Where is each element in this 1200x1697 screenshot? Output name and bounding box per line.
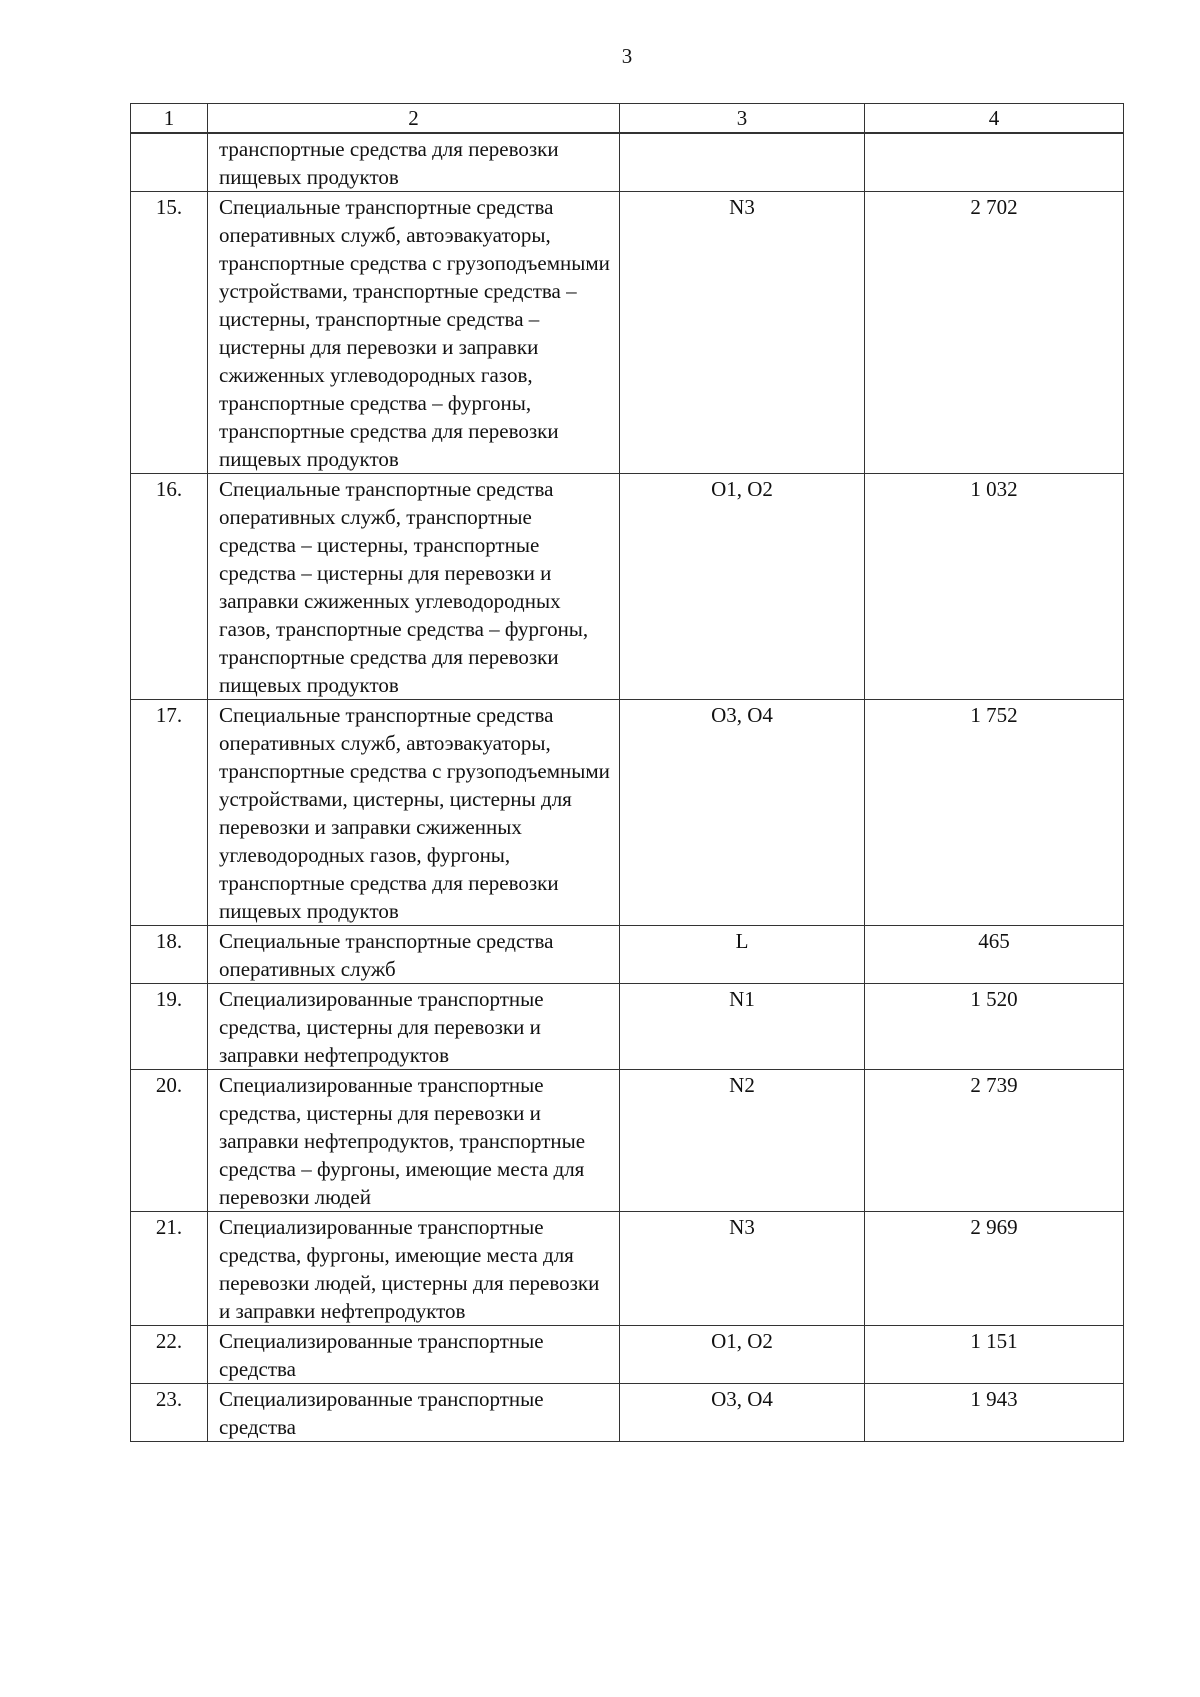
row-value: 2 969	[865, 1212, 1124, 1326]
row-number: 15.	[131, 192, 208, 474]
row-number: 18.	[131, 926, 208, 984]
table-row	[131, 1326, 1124, 1384]
row-number: 23.	[131, 1384, 208, 1442]
row-number: 19.	[131, 984, 208, 1070]
row-category: O3, O4	[620, 1384, 865, 1442]
row-description: Специализированные транспортные средства, цистерны для перевозки и заправки нефтепродуктов, транспортные средства – фургоны, имеющие места для перевозки людей	[208, 1070, 620, 1212]
table-row	[131, 1212, 1124, 1326]
row-category: N3	[620, 1212, 865, 1326]
row-description: транспортные средства для перевозки пищевых продуктов	[208, 133, 620, 192]
table-row	[131, 192, 1124, 474]
row-description: Специализированные транспортные средства, фургоны, имеющие места для перевозки людей, цистерны для перевозки и заправки нефтепродуктов	[208, 1212, 620, 1326]
row-category: O1, O2	[620, 1326, 865, 1384]
row-value: 2 739	[865, 1070, 1124, 1212]
table-row	[131, 700, 1124, 926]
row-description: Специальные транспортные средства оперативных служб, автоэвакуаторы, транспортные средства с грузоподъемными устройствами, транспортные средства – цистерны, транспортные средства – цистерны для перевозки и заправки сжиженных углеводородных газов, транспортные средства – фургоны, транспортные средства для перевозки пищевых продуктов	[208, 192, 620, 474]
row-number: 16.	[131, 474, 208, 700]
row-category: L	[620, 926, 865, 984]
row-value: 1 151	[865, 1326, 1124, 1384]
row-number: 22.	[131, 1326, 208, 1384]
table-row	[131, 1384, 1124, 1442]
row-value: 465	[865, 926, 1124, 984]
row-value: 2 702	[865, 192, 1124, 474]
row-category: N3	[620, 192, 865, 474]
row-category	[620, 133, 865, 192]
row-value: 1 943	[865, 1384, 1124, 1442]
row-value: 1 032	[865, 474, 1124, 700]
row-number: 21.	[131, 1212, 208, 1326]
row-value	[865, 133, 1124, 192]
row-description: Специальные транспортные средства оперативных служб, транспортные средства – цистерны, транспортные средства – цистерны для перевозки и заправки сжиженных углеводородных газов, транспортные средства – фургоны, транспортные средства для перевозки пищевых продуктов	[208, 474, 620, 700]
header-col-1: 1	[131, 104, 208, 134]
header-col-3: 3	[620, 104, 865, 134]
row-value: 1 752	[865, 700, 1124, 926]
row-description: Специализированные транспортные средства	[208, 1326, 620, 1384]
row-category: N2	[620, 1070, 865, 1212]
row-number: 20.	[131, 1070, 208, 1212]
row-category: O1, O2	[620, 474, 865, 700]
table-row	[131, 984, 1124, 1070]
row-category: O3, O4	[620, 700, 865, 926]
table-row	[131, 133, 1124, 192]
table-row	[131, 926, 1124, 984]
header-col-2: 2	[208, 104, 620, 134]
header-col-4: 4	[865, 104, 1124, 134]
row-description: Специальные транспортные средства оперативных служб, автоэвакуаторы, транспортные средства с грузоподъемными устройствами, цистерны, цистерны для перевозки и заправки сжиженных углеводородных газов, фургоны, транспортные средства для перевозки пищевых продуктов	[208, 700, 620, 926]
table-row	[131, 474, 1124, 700]
table-header-row	[131, 104, 1124, 134]
row-description: Специализированные транспортные средства	[208, 1384, 620, 1442]
row-number	[131, 133, 208, 192]
row-number: 17.	[131, 700, 208, 926]
vehicle-table	[130, 103, 1124, 1442]
page-number: 3	[621, 44, 633, 68]
row-category: N1	[620, 984, 865, 1070]
row-description: Специальные транспортные средства оперативных служб	[208, 926, 620, 984]
row-value: 1 520	[865, 984, 1124, 1070]
table-row	[131, 1070, 1124, 1212]
row-description: Специализированные транспортные средства, цистерны для перевозки и заправки нефтепродуктов	[208, 984, 620, 1070]
